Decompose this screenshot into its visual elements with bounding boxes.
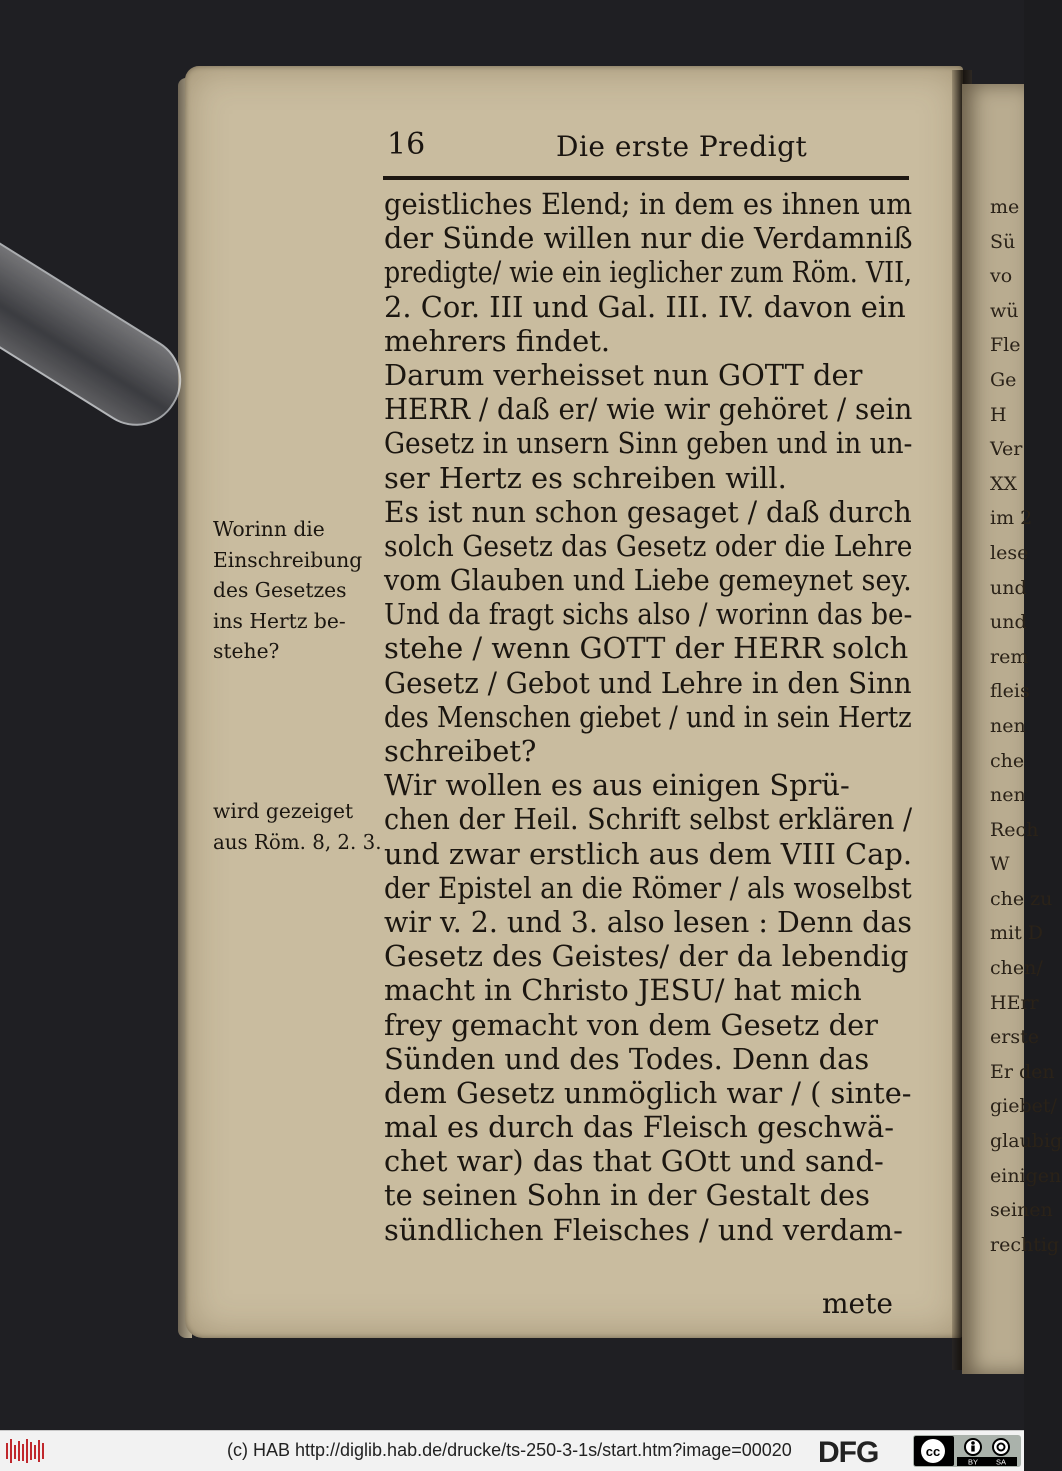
text-line: der Epistel an die Römer / als woselbst [384,870,912,905]
running-head: Die erste Predigt [556,130,808,163]
hab-barcode-icon [6,1439,46,1463]
margin-note-line: Einschreibung [213,547,363,572]
right-page-fragment: me [990,196,1020,218]
margin-note-1 [213,514,383,667]
right-page-fragment: Ge [990,368,1017,391]
right-page-fragment: Rech [990,818,1039,841]
text-line: schreibet? [384,734,537,768]
text-line: vom Glauben und Liebe gemeynet sey. [384,563,912,598]
page-number: 16 [387,127,426,162]
margin-note-line: stehe? [213,639,280,663]
text-line: mal es durch das Fleisch geschwä- [384,1110,894,1145]
right-page-fragment: Ver [990,438,1023,461]
text-line: Wir wollen es aus einigen Sprü- [384,768,850,803]
text-line: chet war) das that GOtt und sand- [384,1144,884,1179]
right-page-fragment: XX [990,472,1018,495]
text-line: solch Gesetz das Gesetz oder die Lehre [384,528,913,563]
right-page-fragment: glaubig [990,1130,1062,1153]
text-line: 2. Cor. III und Gal. III. IV. davon ein [384,289,906,324]
text-line: der Sünde willen nur die Verdamniß [384,221,913,256]
text-line: stehe / wenn GOTT der HERR solch [384,631,909,666]
text-line: mehrers findet. [384,323,611,358]
right-page-fragment: Er den [990,1060,1055,1083]
right-page-fragment: nen [990,784,1026,807]
text-line: Es ist nun schon gesaget / daß durch [384,494,912,529]
right-page-fragment: seinen [990,1199,1053,1222]
dfg-logo: DFG [818,1436,879,1469]
right-page-fragment: giebet/ [990,1095,1057,1118]
text-line: Darum verheisset nun GOTT der [384,357,863,392]
right-page-fragment: Fle [990,334,1021,357]
right-page-fragment: che [990,749,1025,772]
margin-note-line: aus Röm. 8, 2. 3. [213,829,382,854]
copyright-link[interactable]: (c) HAB http://diglib.hab.de/drucke/ts-250-3-1s/start.htm?image=00020 [227,1440,792,1460]
margin-note-line: Worinn die [213,517,325,541]
right-page-fragment: wü [990,299,1019,322]
text-line: ser Hertz es schreiben will. [384,460,787,495]
text-line: geistliches Elend; in dem es ihnen um [384,187,913,221]
right-page-fragment: che zu [990,887,1053,910]
right-page-fragment: lese [990,541,1029,564]
right-page-fragment: H [990,403,1007,426]
body-text [384,187,914,1247]
text-line: des Menschen giebet / und in sein Hertz [384,699,912,734]
right-page-fragment: nen [990,714,1026,737]
right-page-fragment: und [990,576,1027,599]
text-line: predigte/ wie ein ieglicher zum Röm. VII, [384,255,913,290]
text-line: HERR / daß er/ wie wir gehöret / sein [384,392,913,427]
margin-note-line: ins Hertz be- [213,608,346,633]
right-page-fragment: im 2 [990,507,1033,530]
header-rule [383,176,909,180]
text-line: macht in Christo JESU/ hat mich [384,973,862,1008]
right-page-fragment: vo [990,265,1013,288]
right-page-fragment: HErr [990,991,1039,1014]
right-page-fragment: Sü [990,230,1016,253]
right-page-fragment: W [990,853,1010,876]
glass-page-holder [0,205,198,442]
text-line: te seinen Sohn in der Gestalt des [384,1178,870,1213]
right-page-fragment: erste [990,1026,1039,1049]
margin-note-2 [213,796,383,857]
right-page-fragment: rechtig [990,1233,1060,1256]
right-page-fragment: fleis [990,680,1030,703]
text-line: frey gemacht von dem Gesetz der [384,1007,878,1042]
cc-license-icon[interactable] [913,1435,1021,1467]
text-line: sündlichen Fleisches / und verdam- [384,1212,903,1247]
right-page-fragment: chen/ [990,957,1043,980]
right-page-fragment: und [990,611,1027,634]
svg-text:BY: BY [967,1457,979,1467]
text-line: Und da fragt sichs also / worinn das be- [384,597,913,632]
text-line: Gesetz des Geistes/ der da lebendig [384,939,909,974]
text-line: Sünden und des Todes. Denn das [384,1041,870,1076]
right-page-fragment: mit D [990,922,1044,945]
text-line: wir v. 2. und 3. also lesen : Denn das [384,904,912,939]
margin-note-line: des Gesetzes [213,578,347,602]
text-line: und zwar erstlich aus dem VIII Cap. [384,836,913,871]
right-page-fragment: einigen [990,1164,1062,1187]
text-line: Gesetz / Gebot und Lehre in den Sinn [384,665,912,700]
right-page-text-fragments [990,190,1062,1262]
footer-bar [0,1430,1024,1471]
right-page-fragment: rem [990,645,1029,668]
catchword: mete [822,1287,893,1320]
text-line: chen der Heil. Schrift selbst erklären / [384,802,913,837]
margin-note-line: wird gezeiget [213,799,354,823]
text-line: dem Gesetz unmöglich war / ( sinte- [384,1075,912,1110]
svg-text:cc: cc [925,1444,941,1459]
text-line: Gesetz in unsern Sinn geben und in un- [384,426,913,461]
svg-text:SA: SA [995,1457,1007,1467]
